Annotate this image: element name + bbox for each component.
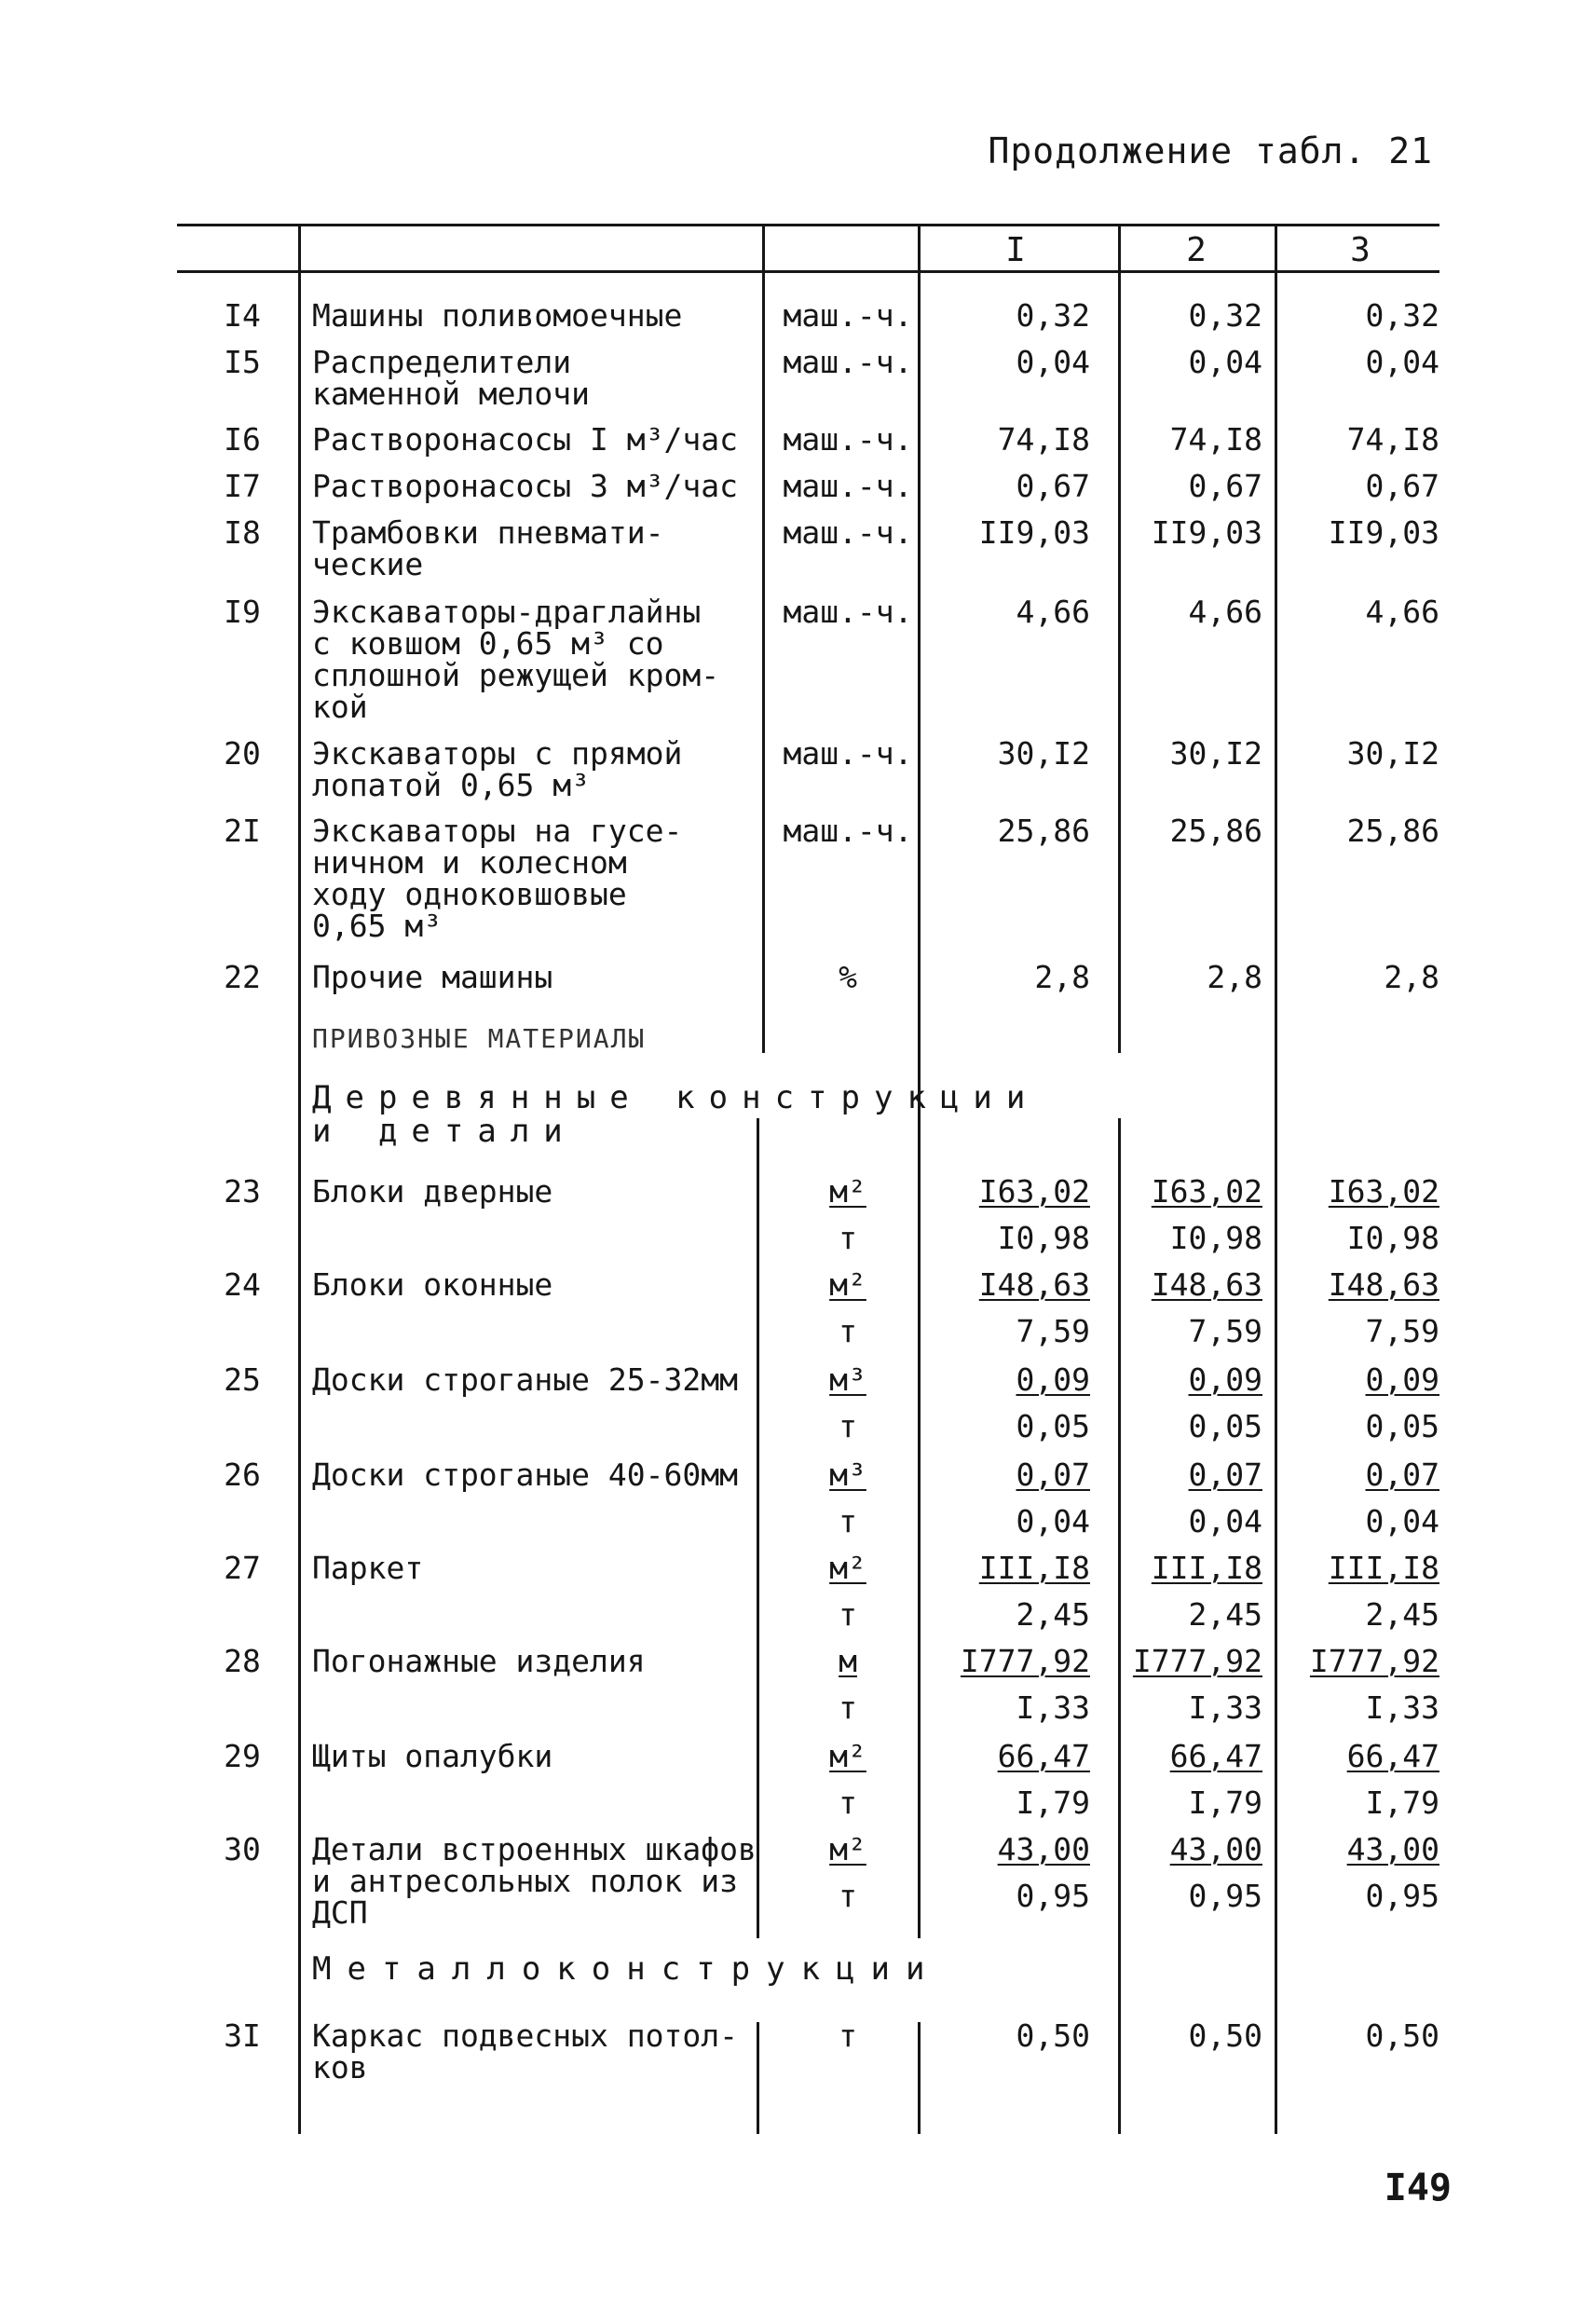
row-weight-3: I0,98	[1346, 1220, 1439, 1256]
row-value-1: III,I8	[978, 1550, 1090, 1586]
row-number: I9	[224, 594, 261, 630]
row-unit-primary: м³	[829, 1456, 866, 1493]
row-value-3: 0,04	[1365, 344, 1439, 380]
row-weight-2: 7,59	[1188, 1313, 1262, 1349]
row-value-1: 0,50	[1016, 2017, 1090, 2054]
row-value-3: III,I8	[1328, 1550, 1439, 1586]
row-name: Детали встроенных шкафов и антресольных полок из ДСП	[312, 1831, 757, 1931]
row-value-2: III,I8	[1151, 1550, 1262, 1586]
row-weight-3: 2,45	[1365, 1596, 1439, 1633]
row-value-2: 30,I2	[1169, 735, 1262, 772]
row-name: Доски строганые 25-32мм	[312, 1361, 738, 1398]
row-unit: маш.-ч.	[783, 468, 913, 504]
row-unit: маш.-ч.	[783, 297, 913, 334]
row-unit-weight: т	[839, 1220, 857, 1256]
column-rule-v1	[1118, 224, 1121, 1053]
row-weight-1: I,33	[1016, 1689, 1090, 1726]
row-value-1: 4,66	[1016, 594, 1090, 630]
row-value-2: 0,50	[1188, 2017, 1262, 2054]
row-name: Доски строганые 40-60мм	[312, 1456, 738, 1493]
row-weight-2: I,33	[1188, 1689, 1262, 1726]
row-value-3: 0,32	[1365, 297, 1439, 334]
row-value-1: II9,03	[978, 514, 1090, 551]
row-value-3: 4,66	[1365, 594, 1439, 630]
row-unit-weight: т	[839, 1596, 857, 1633]
row-name: Блоки оконные	[312, 1266, 553, 1303]
row-unit-weight: т	[839, 1313, 857, 1349]
row-number: 25	[224, 1361, 261, 1398]
row-number: 29	[224, 1738, 261, 1774]
row-value-1: 43,00	[997, 1831, 1090, 1867]
row-weight-2: 0,05	[1188, 1408, 1262, 1444]
row-value-2: 66,47	[1169, 1738, 1262, 1774]
row-unit-weight: т	[839, 1878, 857, 1914]
row-value-3: 0,07	[1365, 1456, 1439, 1493]
row-value-3: 66,47	[1346, 1738, 1439, 1774]
row-unit-weight: т	[839, 1689, 857, 1726]
row-value-1: 2,8	[1034, 959, 1090, 995]
row-number: I8	[224, 514, 261, 551]
row-value-1: 30,I2	[997, 735, 1090, 772]
row-unit: маш.-ч.	[783, 594, 913, 630]
column-rule-v1-lower	[1118, 1118, 1121, 2134]
row-value-2: I48,63	[1151, 1266, 1262, 1303]
row-value-1: I777,92	[960, 1643, 1090, 1679]
row-unit-primary: м	[839, 1643, 857, 1679]
row-number: 22	[224, 959, 261, 995]
row-name: Распределители каменной мелочи	[312, 344, 591, 412]
row-number: 23	[224, 1173, 261, 1210]
row-value-2: I777,92	[1132, 1643, 1262, 1679]
row-value-3: 30,I2	[1346, 735, 1439, 772]
row-value-2: 0,67	[1188, 468, 1262, 504]
row-value-2: 74,I8	[1169, 421, 1262, 458]
row-value-3: 2,8	[1384, 959, 1439, 995]
row-name: Прочие машины	[312, 959, 553, 995]
row-unit: маш.-ч.	[783, 514, 913, 551]
metal-section-heading: Металлоконструкции	[312, 1950, 941, 1988]
row-name: Трамбовки пневмати- ческие	[312, 514, 664, 582]
row-weight-1: 0,95	[1016, 1878, 1090, 1914]
row-name: Экскаваторы-драглайны с ковшом 0,65 м³ со сплошной режущей кром- кой	[312, 594, 720, 725]
row-value-1: 0,07	[1016, 1456, 1090, 1493]
column-rule-name-lower	[757, 1118, 759, 1938]
row-weight-2: I0,98	[1169, 1220, 1262, 1256]
row-value-3: 0,09	[1365, 1361, 1439, 1398]
row-number: 28	[224, 1643, 261, 1679]
row-unit-weight: т	[839, 1503, 857, 1539]
row-value-3: 74,I8	[1346, 421, 1439, 458]
row-value-2: II9,03	[1151, 514, 1262, 551]
row-number: 2I	[224, 813, 261, 849]
row-value-1: 0,09	[1016, 1361, 1090, 1398]
row-value-1: 0,67	[1016, 468, 1090, 504]
row-weight-2: I,79	[1188, 1785, 1262, 1821]
row-name: Экскаваторы с прямой лопатой 0,65 м³	[312, 735, 683, 803]
row-value-2: 25,86	[1169, 813, 1262, 849]
row-value-2: 0,32	[1188, 297, 1262, 334]
row-unit: %	[839, 959, 857, 995]
column-rule-num	[298, 224, 301, 2134]
row-weight-3: 0,04	[1365, 1503, 1439, 1539]
row-value-2: 0,09	[1188, 1361, 1262, 1398]
row-value-1: 0,04	[1016, 344, 1090, 380]
column-header-1: I	[1005, 231, 1026, 269]
row-value-1: 0,32	[1016, 297, 1090, 334]
row-value-3: 43,00	[1346, 1831, 1439, 1867]
table-top-rule	[177, 224, 1439, 226]
row-unit-primary: м²	[829, 1831, 866, 1867]
row-name: Растворонасосы I м³/час	[312, 421, 738, 458]
row-number: 24	[224, 1266, 261, 1303]
row-value-3: 0,50	[1365, 2017, 1439, 2054]
row-number: 3I	[224, 2017, 261, 2054]
row-value-3: 0,67	[1365, 468, 1439, 504]
row-unit: маш.-ч.	[783, 421, 913, 458]
row-weight-1: I0,98	[997, 1220, 1090, 1256]
row-value-3: 25,86	[1346, 813, 1439, 849]
row-unit: т	[839, 2017, 857, 2054]
imported-materials-subheading: ПРИВОЗНЫЕ МАТЕРИАЛЫ	[312, 1023, 647, 1054]
row-value-3: II9,03	[1328, 514, 1439, 551]
row-unit: маш.-ч.	[783, 344, 913, 380]
row-weight-3: I,79	[1365, 1785, 1439, 1821]
row-weight-3: I,33	[1365, 1689, 1439, 1726]
wood-section-heading: Деревянные конструкции и детали	[312, 1079, 1040, 1150]
row-number: 30	[224, 1831, 261, 1867]
row-weight-2: 0,95	[1188, 1878, 1262, 1914]
row-unit-primary: м²	[829, 1550, 866, 1586]
row-unit-primary: м²	[829, 1738, 866, 1774]
row-weight-1: 0,05	[1016, 1408, 1090, 1444]
row-name: Машины поливомоечные	[312, 297, 683, 334]
row-name: Щиты опалубки	[312, 1738, 553, 1774]
row-unit-weight: т	[839, 1408, 857, 1444]
column-header-3: 3	[1350, 231, 1371, 269]
column-header-2: 2	[1186, 231, 1207, 269]
row-unit: маш.-ч.	[783, 735, 913, 772]
row-unit-primary: м²	[829, 1266, 866, 1303]
row-weight-3: 0,05	[1365, 1408, 1439, 1444]
row-weight-3: 0,95	[1365, 1878, 1439, 1914]
row-name: Паркет	[312, 1550, 424, 1586]
row-number: 26	[224, 1456, 261, 1493]
table-header-rule	[177, 270, 1439, 273]
row-value-3: I777,92	[1309, 1643, 1439, 1679]
row-weight-1: I,79	[1016, 1785, 1090, 1821]
row-weight-1: 7,59	[1016, 1313, 1090, 1349]
row-number: 27	[224, 1550, 261, 1586]
row-name: Погонажные изделия	[312, 1643, 646, 1679]
row-value-2: I63,02	[1151, 1173, 1262, 1210]
row-weight-2: 2,45	[1188, 1596, 1262, 1633]
row-value-2: 0,04	[1188, 344, 1262, 380]
page-number: I49	[1384, 2167, 1452, 2209]
row-unit-primary: м²	[829, 1173, 866, 1210]
row-weight-1: 0,04	[1016, 1503, 1090, 1539]
row-value-1: 74,I8	[997, 421, 1090, 458]
row-value-2: 4,66	[1188, 594, 1262, 630]
row-value-2: 2,8	[1207, 959, 1262, 995]
table-continuation-header: Продолжение табл. 21	[988, 130, 1433, 171]
row-number: I4	[224, 297, 261, 334]
row-weight-2: 0,04	[1188, 1503, 1262, 1539]
row-name: Экскаваторы на гусе- ничном и колесном ходу одноковшовые 0,65 м³	[312, 813, 683, 944]
row-number: I6	[224, 421, 261, 458]
row-number: I5	[224, 344, 261, 380]
row-value-1: 25,86	[997, 813, 1090, 849]
row-value-2: 43,00	[1169, 1831, 1262, 1867]
row-number: 20	[224, 735, 261, 772]
row-unit: маш.-ч.	[783, 813, 913, 849]
row-name: Блоки дверные	[312, 1173, 553, 1210]
row-number: I7	[224, 468, 261, 504]
row-unit-primary: м³	[829, 1361, 866, 1398]
row-value-3: I63,02	[1328, 1173, 1439, 1210]
row-value-3: I48,63	[1328, 1266, 1439, 1303]
row-name: Каркас подвесных потол- ков	[312, 2017, 738, 2085]
row-value-1: I63,02	[978, 1173, 1090, 1210]
row-name: Растворонасосы 3 м³/час	[312, 468, 738, 504]
row-weight-3: 7,59	[1365, 1313, 1439, 1349]
row-value-1: 66,47	[997, 1738, 1090, 1774]
row-value-1: I48,63	[978, 1266, 1090, 1303]
row-value-2: 0,07	[1188, 1456, 1262, 1493]
row-unit-weight: т	[839, 1785, 857, 1821]
row-weight-1: 2,45	[1016, 1596, 1090, 1633]
